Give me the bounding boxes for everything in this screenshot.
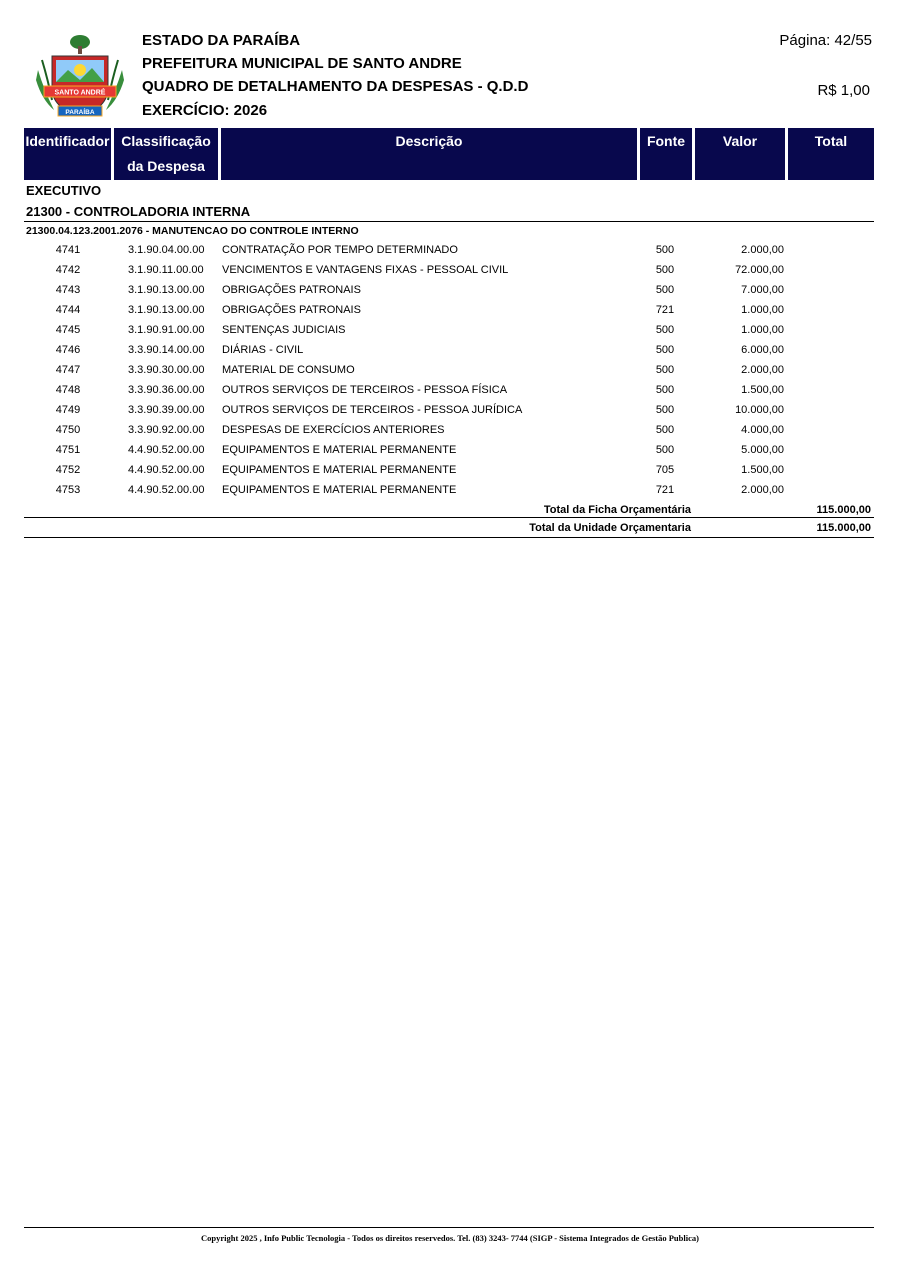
cell-identificador: 4753 <box>55 484 81 496</box>
cell-classificacao: 4.4.90.52.00.00 <box>128 464 205 476</box>
municipality-name: PREFEITURA MUNICIPAL DE SANTO ANDRE <box>142 55 462 72</box>
column-header-fonte <box>640 128 692 180</box>
cell-valor: 10.000,00 <box>735 404 784 416</box>
total-unidade-value: 115.000,00 <box>816 522 871 534</box>
cell-identificador: 4747 <box>55 364 81 376</box>
cell-valor: 1.000,00 <box>741 324 784 336</box>
cell-fonte: 721 <box>655 304 675 316</box>
column-header-identificador <box>24 128 111 180</box>
cell-identificador: 4741 <box>55 244 81 256</box>
table-row <box>0 364 900 384</box>
cell-valor: 2.000,00 <box>741 484 784 496</box>
table-row <box>0 244 900 264</box>
cell-fonte: 500 <box>655 324 675 336</box>
cell-classificacao: 3.3.90.39.00.00 <box>128 404 205 416</box>
cell-classificacao: 3.3.90.14.00.00 <box>128 344 205 356</box>
report-title: QUADRO DE DETALHAMENTO DA DESPESAS - Q.D.D <box>142 78 529 95</box>
cell-identificador: 4745 <box>55 324 81 336</box>
table-row <box>0 324 900 344</box>
column-header-valor-label: Valor <box>722 133 758 149</box>
cell-identificador: 4749 <box>55 404 81 416</box>
table-row <box>0 464 900 484</box>
cell-fonte: 705 <box>655 464 675 476</box>
table-row <box>0 384 900 404</box>
column-header-classificacao-label-2: da Despesa <box>127 158 205 174</box>
cell-valor: 2.000,00 <box>741 244 784 256</box>
total-ficha-value: 115.000,00 <box>816 504 871 516</box>
cell-fonte: 500 <box>655 364 675 376</box>
cell-descricao: EQUIPAMENTOS E MATERIAL PERMANENTE <box>222 484 457 496</box>
column-header-classificacao <box>114 128 218 180</box>
table-row <box>0 444 900 464</box>
cell-valor: 2.000,00 <box>741 364 784 376</box>
totals-divider <box>24 517 874 518</box>
column-header-fonte-label: Fonte <box>646 133 686 149</box>
cell-classificacao: 3.3.90.36.00.00 <box>128 384 205 396</box>
cell-identificador: 4752 <box>55 464 81 476</box>
cell-identificador: 4744 <box>55 304 81 316</box>
cell-identificador: 4742 <box>55 264 81 276</box>
fiscal-year: EXERCÍCIO: 2026 <box>142 102 268 119</box>
cell-descricao: OBRIGAÇÕES PATRONAIS <box>222 304 361 316</box>
page-number: Página: 42/55 <box>779 32 872 49</box>
section-action: 21300.04.123.2001.2076 - MANUTENCAO DO CONTROLE INTERNO <box>26 225 359 237</box>
table-row <box>0 264 900 284</box>
table-row <box>0 404 900 424</box>
cell-classificacao: 3.1.90.13.00.00 <box>128 304 205 316</box>
column-header-identificador-label: Identificador <box>25 133 110 149</box>
cell-descricao: SENTENÇAS JUDICIAIS <box>222 324 346 336</box>
cell-identificador: 4751 <box>55 444 81 456</box>
cell-fonte: 500 <box>655 424 675 436</box>
state-name: ESTADO DA PARAÍBA <box>142 32 301 49</box>
cell-identificador: 4750 <box>55 424 81 436</box>
cell-descricao: OBRIGAÇÕES PATRONAIS <box>222 284 361 296</box>
cell-descricao: OUTROS SERVIÇOS DE TERCEIROS - PESSOA FÍSICA <box>222 384 508 396</box>
cell-fonte: 500 <box>655 444 675 456</box>
cell-fonte: 721 <box>655 484 675 496</box>
cell-classificacao: 3.1.90.91.00.00 <box>128 324 205 336</box>
currency-unit: R$ 1,00 <box>817 82 870 99</box>
section-power: EXECUTIVO <box>26 183 102 198</box>
column-header-total <box>788 128 874 180</box>
total-ficha-label: Total da Ficha Orçamentária <box>543 504 691 516</box>
table-row <box>0 484 900 504</box>
cell-valor: 4.000,00 <box>741 424 784 436</box>
cell-classificacao: 3.1.90.13.00.00 <box>128 284 205 296</box>
table-row <box>0 344 900 364</box>
cell-classificacao: 3.3.90.92.00.00 <box>128 424 205 436</box>
coat-of-arms-logo <box>30 30 130 125</box>
column-header-total-label: Total <box>814 133 848 149</box>
cell-identificador: 4746 <box>55 344 81 356</box>
cell-fonte: 500 <box>655 244 675 256</box>
crest-banner-top: SANTO ANDRÉ <box>54 89 106 97</box>
cell-descricao: DIÁRIAS - CIVIL <box>222 344 304 356</box>
section-unit: 21300 - CONTROLADORIA INTERNA <box>26 204 251 219</box>
table-header <box>24 128 874 180</box>
column-header-valor <box>695 128 785 180</box>
totals-bottom-divider <box>24 537 874 538</box>
column-header-descricao-label: Descrição <box>395 133 463 149</box>
cell-classificacao: 3.3.90.30.00.00 <box>128 364 205 376</box>
cell-classificacao: 4.4.90.52.00.00 <box>128 484 205 496</box>
cell-valor: 72.000,00 <box>735 264 784 276</box>
column-header-classificacao-label-1: Classificação <box>121 133 211 149</box>
section-divider <box>24 221 874 222</box>
cell-valor: 1.500,00 <box>741 384 784 396</box>
cell-identificador: 4748 <box>55 384 81 396</box>
table-row <box>0 424 900 444</box>
crest-banner-bottom: PARAÍBA <box>65 109 95 116</box>
cell-valor: 1.000,00 <box>741 304 784 316</box>
cell-classificacao: 4.4.90.52.00.00 <box>128 444 205 456</box>
cell-fonte: 500 <box>655 264 675 276</box>
footer-divider <box>24 1227 874 1228</box>
cell-fonte: 500 <box>655 284 675 296</box>
cell-descricao: MATERIAL DE CONSUMO <box>222 364 355 376</box>
cell-descricao: CONTRATAÇÃO POR TEMPO DETERMINADO <box>222 244 458 256</box>
cell-valor: 7.000,00 <box>741 284 784 296</box>
cell-descricao: EQUIPAMENTOS E MATERIAL PERMANENTE <box>222 464 457 476</box>
table-row <box>0 304 900 324</box>
footer-copyright: Copyright 2025 , Info Public Tecnologia - Todos os direitos reservedos. Tel. (83) 3243- 7744 (SIGP - Sistema Integrados de Gestão Publica) <box>201 1233 699 1243</box>
cell-descricao: EQUIPAMENTOS E MATERIAL PERMANENTE <box>222 444 457 456</box>
cell-valor: 5.000,00 <box>741 444 784 456</box>
total-unidade-label: Total da Unidade Orçamentaria <box>529 522 691 534</box>
cell-fonte: 500 <box>655 344 675 356</box>
table-row <box>0 284 900 304</box>
cell-descricao: DESPESAS DE EXERCÍCIOS ANTERIORES <box>222 424 445 436</box>
cell-fonte: 500 <box>655 404 675 416</box>
cell-identificador: 4743 <box>55 284 81 296</box>
cell-classificacao: 3.1.90.11.00.00 <box>128 264 204 276</box>
cell-descricao: VENCIMENTOS E VANTAGENS FIXAS - PESSOAL CIVIL <box>222 264 509 276</box>
cell-descricao: OUTROS SERVIÇOS DE TERCEIROS - PESSOA JURÍDICA <box>222 404 523 416</box>
cell-classificacao: 3.1.90.04.00.00 <box>128 244 205 256</box>
cell-valor: 6.000,00 <box>741 344 784 356</box>
cell-fonte: 500 <box>655 384 675 396</box>
cell-valor: 1.500,00 <box>741 464 784 476</box>
column-header-descricao <box>221 128 637 180</box>
